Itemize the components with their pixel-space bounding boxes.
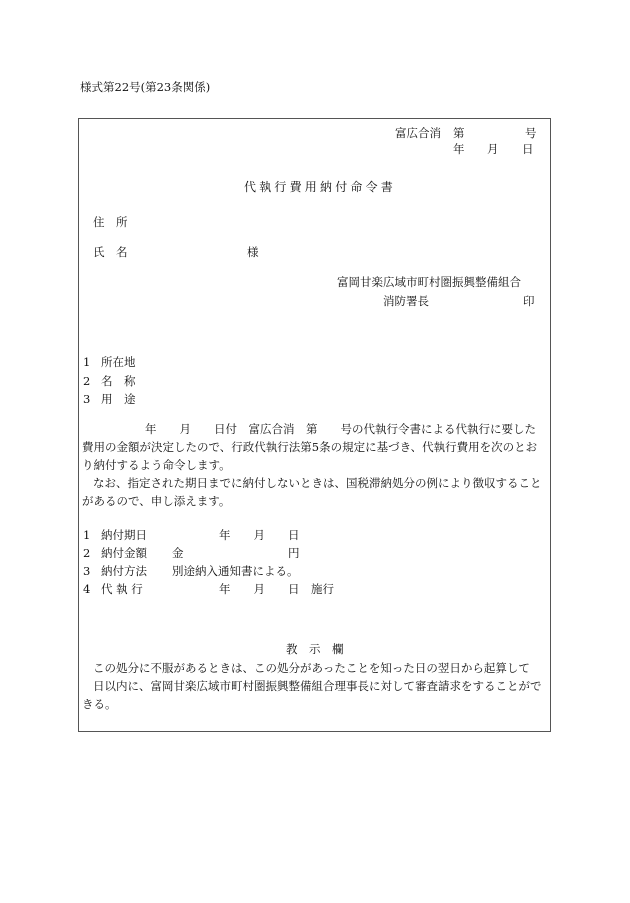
date-day: 日 <box>522 142 534 156</box>
honorific: 様 <box>247 245 259 259</box>
notice-line: この処分に不服があるときは、この処分があったことを知った日の翌日から起算して <box>93 661 530 675</box>
building-item-num: 3 <box>83 392 91 406</box>
building-item-label: 所在地 <box>101 355 136 369</box>
seal-mark: 印 <box>523 294 535 308</box>
name-label: 氏 名 <box>93 245 128 259</box>
payment-item-value: 年 月 日 施行 <box>219 582 334 596</box>
body-line: 年 月 日付 富広合消 第 号の代執行令書による代執行に要した <box>145 422 536 436</box>
payment-item-num: 3 <box>83 564 91 578</box>
payment-item-label: 納付金額 <box>101 546 147 560</box>
payment-item-value: 別途納入通知書による。 <box>172 564 299 578</box>
sender-organization: 富岡甘楽広域市町村圏振興整備組合 <box>337 275 521 289</box>
payment-item-label: 納付期日 <box>101 528 147 542</box>
payment-item-value: 年 月 日 <box>219 528 300 542</box>
payment-amount-prefix: 金 <box>172 546 184 560</box>
address-label: 住 所 <box>93 215 128 229</box>
document-title: 代執行費用納付命令書 <box>244 180 397 194</box>
notice-line: 日以内に、富岡甘楽広域市町村圏振興整備組合理事長に対して審査請求をすることがで <box>93 679 542 693</box>
number-suffix: 号 <box>525 126 537 140</box>
notice-heading: 教 示 欄 <box>286 642 344 656</box>
payment-item-num: 2 <box>83 546 91 560</box>
building-item-num: 2 <box>83 374 91 388</box>
payment-amount-suffix: 円 <box>288 546 300 560</box>
sender-title: 消防署長 <box>383 294 429 308</box>
date-month: 月 <box>487 142 499 156</box>
date-year: 年 <box>453 142 465 156</box>
payment-item-label: 納付方法 <box>101 564 147 578</box>
payment-item-label: 代 執 行 <box>101 582 143 596</box>
notice-line: きる。 <box>82 697 117 711</box>
body-line: なお、指定された期日までに納付しないときは、国税滞納処分の例により徴収すること <box>93 476 542 490</box>
building-item-label: 名 称 <box>101 374 136 388</box>
number-prefix: 第 <box>453 126 465 140</box>
issuer-prefix: 富広合消 <box>395 126 441 140</box>
body-line: があるので、申し添えます。 <box>82 494 231 508</box>
body-line: 費用の金額が決定したので、行政代執行法第5条の規定に基づき、代執行費用を次のとお <box>82 440 538 454</box>
body-line: り納付するよう命令します。 <box>82 458 231 472</box>
form-caption: 様式第22号(第23条関係) <box>80 80 211 94</box>
building-item-num: 1 <box>83 355 91 369</box>
building-item-label: 用 途 <box>101 392 136 406</box>
payment-item-num: 1 <box>83 528 91 542</box>
payment-item-num: 4 <box>83 582 91 596</box>
